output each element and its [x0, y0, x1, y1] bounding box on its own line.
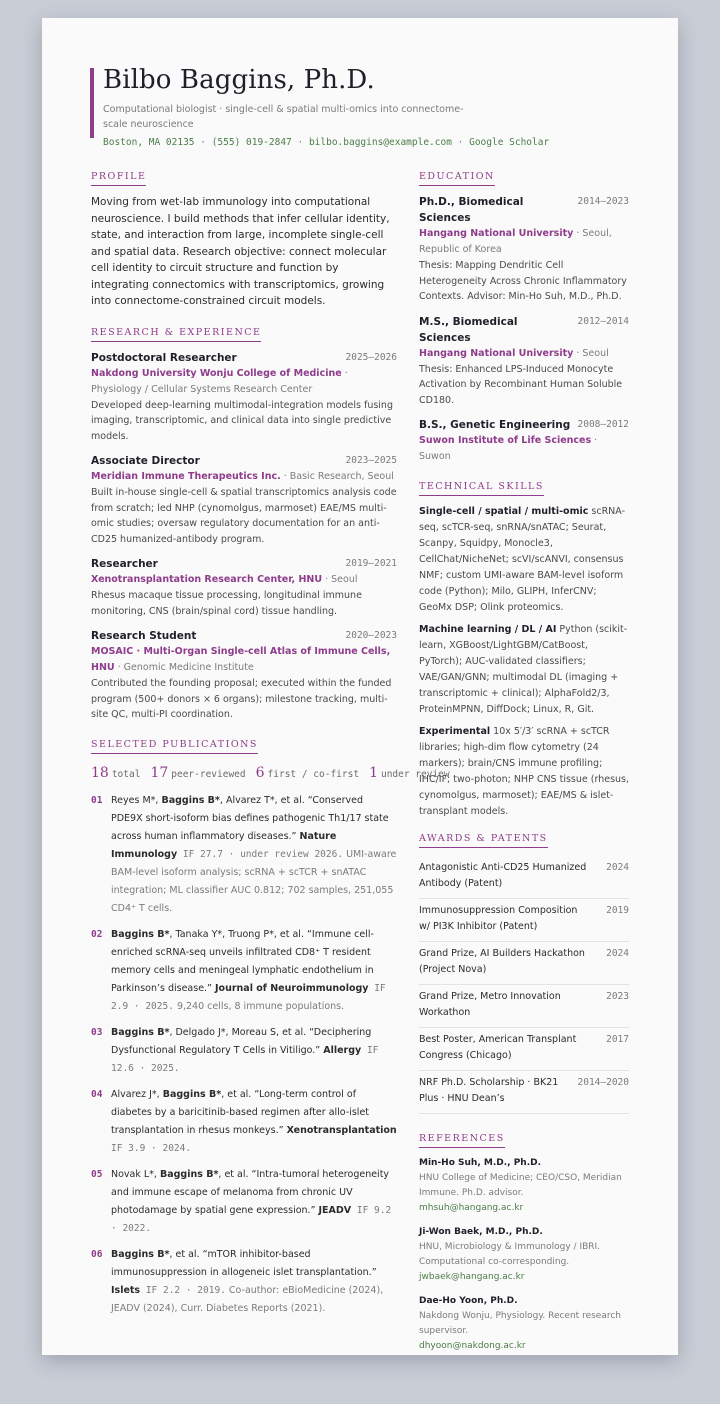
separator: · [451, 137, 470, 148]
skill-group [419, 622, 629, 718]
stat-item [150, 764, 246, 781]
resume-page [42, 18, 678, 1355]
experience-entry [91, 453, 397, 547]
citation-body: , et al. “mTOR inhibitor-based immunosuppression in allogeneic islet transplantation.” [111, 1248, 377, 1278]
school [419, 346, 629, 362]
role-description: Contributed the founding proposal; executed within the funded program (500+ donors × 6 organs); milestone tracking, multi-site QC, multi-PI coordination. [91, 678, 392, 720]
award-item [419, 899, 629, 942]
award-item [419, 942, 629, 985]
author-self: Baggins B* [159, 1168, 219, 1180]
school-name: Hangang National University [419, 228, 574, 239]
contact-line [103, 137, 549, 148]
authors-pre: Novak L*, [111, 1168, 160, 1180]
skill-label: Single-cell / spatial / multi-omic [419, 506, 589, 517]
role-title: Research Student [91, 630, 197, 642]
author-self: Baggins B* [111, 928, 170, 940]
impact-factor: IF 2.9 · 2025. [111, 982, 386, 1012]
journal-name: Journal of Neuroimmunology [215, 982, 369, 994]
organization [91, 366, 397, 398]
award-name: Grand Prize, Metro Innovation Workathon [419, 991, 561, 1018]
experience-entry [91, 556, 397, 619]
publication-citation [111, 792, 397, 918]
skill-text: 10x 5′/3′ scRNA + scTCR libraries; high-dim flow cytometry (24 markers); brain/CNS immune profiling; IHC/IF; two-photon; NHP CNS tissue (rhesus, cynomolgus, marmoset); EAE/MS & islet-transplant models. [419, 726, 630, 817]
publication-number: 03 [91, 1026, 103, 1038]
publication-item [91, 1246, 397, 1318]
awards-list [419, 856, 629, 1114]
date-range: 2025–2026 [345, 351, 397, 363]
publication-citation [111, 1246, 397, 1318]
award-item [419, 985, 629, 1028]
award-name: Immunosuppression Composition w/ PI3K Inhibitor (Patent) [419, 905, 578, 932]
award-year: 2019 [606, 905, 629, 916]
reference-description: HNU, Microbiology & Immunology / IBRI. Computational co-corresponding. [419, 1242, 601, 1267]
publication-item [91, 1086, 397, 1158]
citation-body: , et al. “Intra-tumoral heterogeneity and immune escape of melanoma from chronic UV photodamage by spatial gene expression.” [111, 1168, 390, 1216]
school-name: Suwon Institute of Life Sciences [419, 435, 592, 446]
award-year: 2024 [606, 862, 629, 873]
entry-header [91, 350, 397, 366]
degree-title: Ph.D., Biomedical Sciences [419, 196, 524, 224]
right-column [419, 164, 629, 1355]
organization [91, 644, 397, 676]
role-title: Researcher [91, 558, 158, 570]
date-range: 2008–2012 [577, 419, 629, 430]
education-entry [419, 314, 629, 409]
award-year: 2014–2020 [577, 1077, 629, 1088]
publication-item [91, 926, 397, 1016]
authors-pre: Alvarez J*, [111, 1088, 163, 1100]
skill-text: scRNA-seq, scTCR-seq, snRNA/snATAC; Seurat, Scanpy, Squidpy, Monocle3, CellChat/NicheNet; scVI/scANVI, consensus NMF; custom UMI-aware BAM-level isoform code (Python); Milo, GLIPH, InferCNV; GeoMx DSP; Olink proteomics. [419, 506, 625, 613]
stat-number: 6 [255, 764, 265, 781]
org-detail: · Genomic Medicine Institute [114, 662, 254, 673]
references-list [419, 1156, 629, 1354]
publication-citation [111, 1024, 397, 1078]
role-description: Rhesus macaque tissue processing, longitudinal immune monitoring, CNS (brain/spinal cord) tissue handling. [91, 590, 362, 617]
award-name: Antagonistic Anti-CD25 Humanized Antibody (Patent) [419, 862, 587, 889]
stat-label: under review [380, 768, 450, 780]
skill-text: Python (scikit-learn, XGBoost/LightGBM/CatBoost, PyTorch); AUC-validated classifiers; VAE/GAN/GNN; multimodal DL (imaging + transcriptomic + clinical); AlphaFold2/3, ProteinMPNN, DiffDock; Linux, R, Git. [419, 624, 628, 715]
entry-header [91, 628, 397, 644]
thesis-description: Thesis: Enhanced LPS-Induced Monocyte Activation by Recombinant Human Soluble CD180. [419, 363, 623, 406]
reference-name: Min-Ho Suh, M.D., Ph.D. [419, 1158, 542, 1168]
award-year: 2024 [606, 948, 629, 959]
org-name: Meridian Immune Therapeutics Inc. [91, 471, 281, 482]
entry-header [91, 556, 397, 572]
entry-header [419, 314, 629, 346]
profile-text: Moving from wet-lab immunology into computational neuroscience. I build methods that infer cellular identity, state, and interaction from large, incomplete single-cell and spatial data. Research objective: connect molecular cell identity to circuit structure and function by integrating connectomics with transcriptomics, growing into connectome-constrained circuit models. [91, 196, 390, 307]
reference-name: Dae-Ho Yoon, Ph.D. [419, 1296, 518, 1306]
org-name: Nakdong University Wonju College of Medicine [91, 367, 342, 379]
reference-name: Ji-Won Baek, M.D., Ph.D. [419, 1227, 543, 1237]
journal-name: Allergy [323, 1044, 362, 1056]
reference-email[interactable]: dhyoon@nakdong.ac.kr [419, 1341, 526, 1351]
reference-item [419, 1225, 629, 1285]
citation-body: , et al. “Long-term control of diabetes by a baricitinib-based regimen after allo-islet transplantation in rhesus monkeys.” [111, 1088, 370, 1136]
publication-note: Co-author: eBioMedicine (2024), JEADV (2024), Curr. Diabetes Reports (2021). [111, 1284, 384, 1314]
entry-header [91, 453, 397, 469]
citation-body: , Tanaka Y*, Truong P*, et al. “Immune cell-enriched scRNA-seq unveils infiltrated CD8⁺ T resident memory cells and meningeal lymphatic endothelium in Parkinson’s disease.” [111, 928, 374, 994]
journal-name: Xenotransplantation [286, 1124, 397, 1136]
experience-list [91, 350, 397, 723]
school [419, 433, 629, 465]
impact-factor: IF 9.2 · 2022. [111, 1204, 392, 1234]
publication-number: 02 [91, 928, 103, 940]
skill-group [419, 504, 629, 616]
publication-list [91, 792, 397, 1318]
reference-description: Nakdong Wonju, Physiology. Recent research supervisor. [419, 1311, 622, 1336]
citation-body: , Alvarez T*, et al. “Conserved PDE9X short-isoform bias defines pathogenic Th1/17 state across human inflammatory diseases.” [111, 794, 389, 842]
publication-number: 04 [91, 1088, 103, 1100]
stat-label: first / co-first [267, 768, 360, 780]
author-self: Baggins B* [161, 794, 220, 806]
publication-number: 06 [91, 1248, 103, 1260]
section-title-education: EDUCATION [419, 171, 495, 186]
award-name: NRF Ph.D. Scholarship · BK21 Plus · HNU Dean’s [419, 1077, 559, 1104]
date-range: 2019–2021 [345, 558, 397, 569]
degree-title: M.S., Biomedical Sciences [419, 315, 518, 344]
scholar-link[interactable]: Google Scholar [469, 137, 550, 148]
publication-number: 01 [91, 794, 103, 806]
section-title-experience: RESEARCH & EXPERIENCE [91, 327, 261, 342]
date-range: 2012–2014 [577, 315, 629, 327]
publication-note: UMI-aware BAM-level isoform analysis; scRNA + scTCR + snATAC integration; ML classifier AUC 0.812; 702 samples, 251,055 CD4⁺ T cells. [111, 848, 397, 914]
skill-label: Experimental [419, 726, 491, 737]
left-column [91, 164, 450, 1326]
role-description: Developed deep-learning multimodal-integration models fusing imaging, transcriptomic, and clinical data into single predictive models. [91, 399, 393, 442]
section-title-skills: TECHNICAL SKILLS [419, 481, 544, 496]
award-item [419, 1028, 629, 1071]
publication-item [91, 1024, 397, 1078]
journal-name: Nature Immunology [111, 830, 337, 860]
school-location: · Suwon [419, 435, 598, 462]
skill-group [419, 724, 629, 820]
reference-email[interactable]: mhsuh@hangang.ac.kr [419, 1203, 524, 1213]
skill-label: Machine learning / DL / AI [419, 624, 557, 635]
stat-label: peer-reviewed [171, 768, 246, 780]
entry-header [419, 194, 629, 226]
section-title-references: REFERENCES [419, 1133, 505, 1148]
author-self: Baggins B* [111, 1026, 170, 1038]
stat-number: 17 [150, 764, 169, 781]
impact-factor: IF 27.7 · under review 2026. [177, 848, 344, 860]
entry-header [419, 417, 629, 433]
skills-list [419, 504, 629, 820]
school-location: · Seoul [573, 347, 609, 359]
award-name: Grand Prize, AI Builders Hackathon (Project Nova) [419, 948, 585, 975]
publication-citation [111, 1166, 397, 1238]
role-title: Postdoctoral Researcher [91, 351, 237, 364]
role-title: Associate Director [91, 455, 200, 467]
thesis-description: Thesis: Mapping Dendritic Cell Heterogeneity Across Chronic Inflammatory Contexts. Advisor: Min-Ho Suh, M.D., Ph.D. [419, 260, 627, 302]
experience-entry [91, 628, 397, 723]
impact-factor: IF 12.6 · 2025. [111, 1044, 379, 1074]
publication-item [91, 792, 397, 918]
school-location: · Seoul, Republic of Korea [419, 228, 612, 255]
citation-body: , Delgado J*, Moreau S, et al. “Deciphering Dysfunctional Regulatory T Cells in Vitiligo.” [111, 1026, 372, 1056]
org-detail: · Seoul [322, 574, 358, 585]
author-self: Baggins B* [111, 1248, 170, 1260]
reference-item [419, 1156, 629, 1216]
publication-number: 05 [91, 1168, 103, 1180]
section-title-publications: SELECTED PUBLICATIONS [91, 739, 258, 754]
publication-note: 9,240 cells, 8 immune populations. [173, 1000, 345, 1012]
section-title-profile: PROFILE [91, 171, 146, 186]
education-list [419, 194, 629, 465]
org-detail: · Basic Research, Seoul [280, 471, 394, 482]
experience-entry [91, 350, 397, 445]
journal-name: Islets [111, 1284, 141, 1296]
phone: (555) 019-2847 [211, 137, 292, 148]
separator: · [194, 137, 212, 148]
reference-description: HNU College of Medicine; CEO/CSO, Meridian Immune. Ph.D. advisor. [419, 1173, 622, 1198]
tagline: Computational biologist · single-cell & spatial multi-omics into connectome-scale neuroscience [103, 104, 464, 130]
publication-citation [111, 1086, 397, 1158]
award-item [419, 856, 629, 899]
award-year: 2017 [606, 1034, 629, 1045]
org-detail: · Physiology / Cellular Systems Research Center [91, 367, 348, 395]
stat-item [91, 764, 141, 781]
organization [91, 469, 397, 485]
journal-name: JEADV [318, 1204, 352, 1216]
publication-item [91, 1166, 397, 1238]
education-entry [419, 194, 629, 305]
publication-citation [111, 926, 397, 1016]
org-name: MOSAIC · Multi-Organ Single-cell Atlas of Immune Cells, HNU [91, 646, 391, 673]
school [419, 226, 629, 258]
stat-number: 18 [91, 764, 109, 781]
reference-item [419, 1294, 629, 1354]
organization [91, 572, 397, 588]
impact-factor: IF 3.9 · 2024. [111, 1142, 192, 1154]
school-name: Hangang National University [419, 347, 574, 359]
education-entry [419, 417, 629, 465]
stat-label: total [111, 768, 141, 780]
award-name: Best Poster, American Transplant Congress (Chicago) [419, 1034, 577, 1061]
impact-factor: IF 2.2 · 2019. [140, 1284, 226, 1296]
date-range: 2023–2025 [345, 455, 397, 466]
publication-stats [91, 756, 450, 792]
email-link[interactable]: bilbo.baggins@example.com [308, 137, 452, 148]
candidate-name: Bilbo Baggins, Ph.D. [103, 65, 375, 95]
stat-number: 1 [369, 764, 378, 781]
date-range: 2020–2023 [345, 630, 397, 641]
role-description: Built in-house single-cell & spatial transcriptomics analysis code from scratch; led NHP (cynomolgus, marmoset) EAE/MS multi-omic studies; oversaw regulatory documentation for an anti-CD25 humanized-antibody program. [91, 487, 397, 545]
location: Boston, MA 02135 [103, 137, 195, 148]
separator: · [291, 137, 309, 148]
org-name: Xenotransplantation Research Center, HNU [91, 574, 323, 585]
degree-title: B.S., Genetic Engineering [419, 419, 571, 431]
stat-item [255, 764, 360, 781]
date-range: 2014–2023 [577, 196, 629, 207]
section-title-awards: AWARDS & PATENTS [419, 833, 548, 848]
author-self: Baggins B* [162, 1088, 222, 1100]
authors-pre: Reyes M*, [111, 794, 162, 806]
award-item [419, 1071, 629, 1114]
accent-bar [90, 68, 94, 138]
award-year: 2023 [606, 991, 629, 1002]
reference-email[interactable]: jwbaek@hangang.ac.kr [419, 1272, 525, 1282]
